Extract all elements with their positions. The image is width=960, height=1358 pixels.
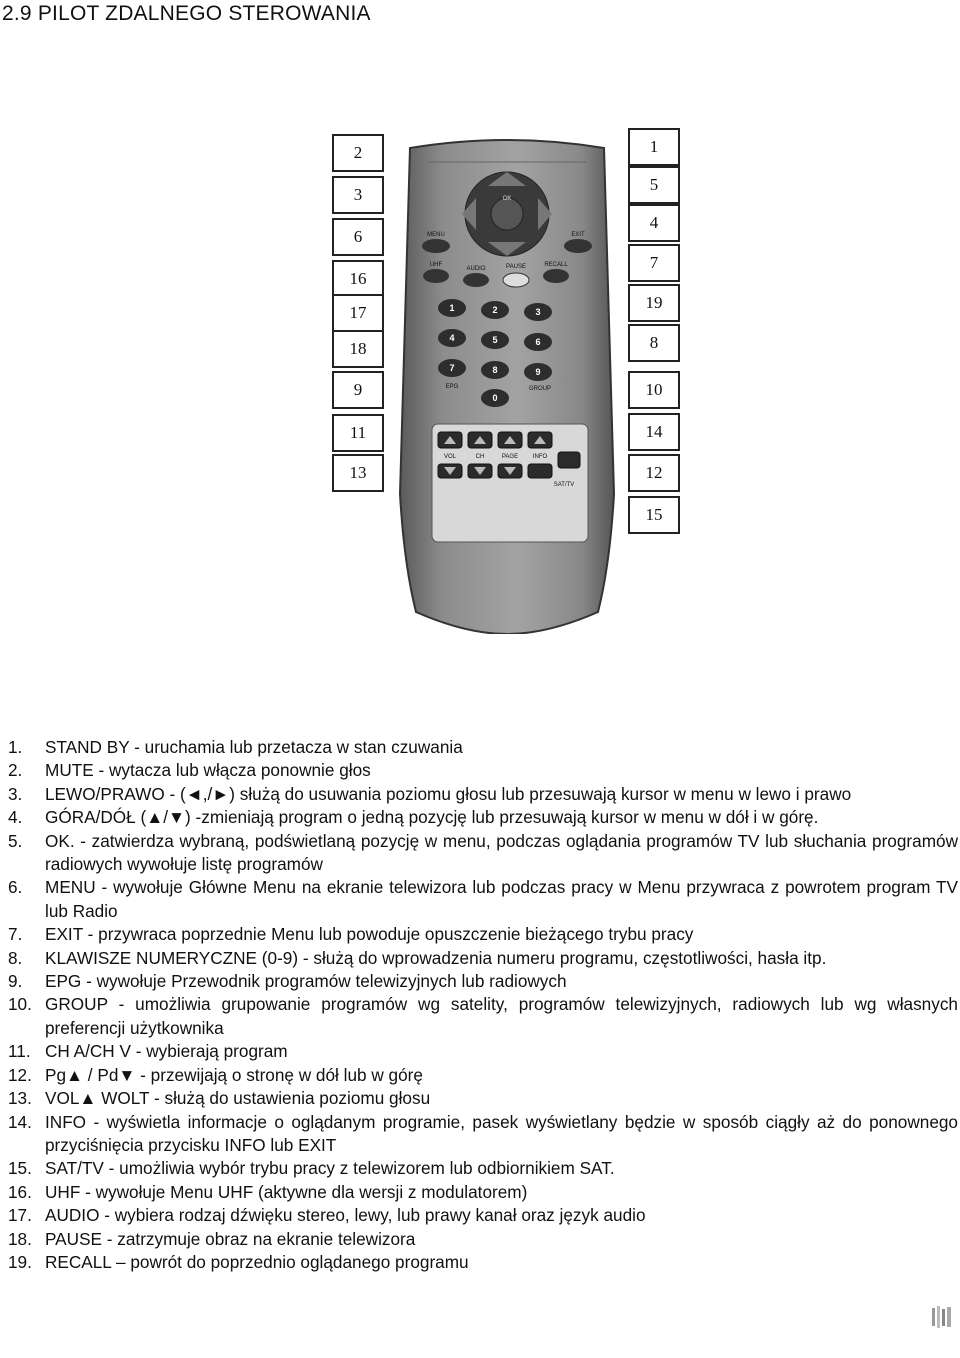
- ch-label: CH: [475, 454, 485, 460]
- list-item: 18. PAUSE - zatrzymuje obraz na ekranie telewizora: [8, 1228, 416, 1249]
- remote-control-image: [388, 134, 626, 634]
- digit-4: 4: [449, 333, 455, 343]
- recall-label: RECALL: [544, 262, 568, 268]
- pause-label: PAUSE: [506, 264, 526, 270]
- page-corner-mark: [930, 1306, 954, 1328]
- digit-3: 3: [535, 307, 541, 317]
- callout-label: 8: [628, 324, 680, 362]
- digit-7: 7: [449, 363, 455, 373]
- audio-label: AUDIO: [466, 266, 486, 272]
- callout-label: 1: [628, 128, 680, 166]
- list-item: 12. Pg▲ / Pd▼ - przewijają o stronę w dół lub w górę: [8, 1064, 423, 1085]
- list-item: 10. GROUP - umożliwia grupowanie programów wg satelity, programów telewizyjnych, radiowych lub wg własnych preferencji użytkownika: [8, 994, 958, 1038]
- digit-9: 9: [535, 367, 541, 377]
- digit-5: 5: [492, 335, 498, 345]
- info-label: INFO: [532, 454, 548, 460]
- list-item: 17. AUDIO - wybiera rodzaj dźwięku stereo, lewy, lub prawy kanał oraz język audio: [8, 1205, 646, 1226]
- callout-label: 4: [628, 204, 680, 242]
- callout-label: 12: [628, 454, 680, 492]
- callout-label: 5: [628, 166, 680, 204]
- callout-label: 13: [332, 454, 384, 492]
- exit-label: EXIT: [571, 232, 585, 238]
- digit-2: 2: [492, 305, 498, 315]
- page-label: PAGE: [501, 454, 519, 460]
- callout-label: 7: [628, 244, 680, 282]
- digit-1: 1: [449, 303, 455, 313]
- callout-label: 16: [332, 260, 384, 298]
- callout-label: 3: [332, 176, 384, 214]
- digit-8: 8: [492, 365, 498, 375]
- group-label: GROUP: [528, 386, 552, 392]
- list-item: 7. EXIT - przywraca poprzednie Menu lub powoduje opuszczenie bieżącego trybu pracy: [8, 924, 694, 945]
- list-item: 5. OK. - zatwierdza wybraną, podświetlaną pozycję w menu, podczas oglądania programów TV lub słuchania programów radiowych wywołuje listę programów: [8, 830, 958, 875]
- callout-label: 9: [332, 371, 384, 409]
- page-title: 2.9 PILOT ZDALNEGO STEROWANIA: [2, 2, 371, 25]
- callout-label: 19: [628, 284, 680, 322]
- callout-label: 10: [628, 371, 680, 409]
- list-item: 11. CH A/CH V - wybierają program: [8, 1041, 288, 1062]
- callout-label: 15: [628, 496, 680, 534]
- callout-label: 17: [332, 294, 384, 332]
- vol-label: VOL: [443, 454, 457, 460]
- uhf-label: UHF: [429, 262, 443, 268]
- sattv-label: SAT/TV: [553, 482, 575, 488]
- callout-label: 11: [332, 414, 384, 452]
- list-item: 9. EPG - wywołuje Przewodnik programów telewizyjnych lub radiowych: [8, 971, 567, 992]
- list-item: 16. UHF - wywołuje Menu UHF (aktywne dla wersji z modulatorem): [8, 1181, 528, 1202]
- list-item: 19. RECALL – powrót do poprzednio oglądanego programu: [8, 1251, 469, 1272]
- list-item: 6. MENU - wywołuje Główne Menu na ekranie telewizora lub podczas pracy w Menu przywraca z powrotem program TV lub Radio: [8, 877, 958, 921]
- callout-label: 14: [628, 413, 680, 451]
- list-item: 13. VOL▲ WOLT - służą do ustawienia poziomu głosu: [8, 1088, 431, 1109]
- list-item: 1. STAND BY - uruchamia lub przetacza w stan czuwania: [8, 737, 463, 757]
- digit-0: 0: [492, 393, 498, 403]
- epg-label: EPG: [445, 384, 459, 390]
- list-item: 15. SAT/TV - umożliwia wybór trybu pracy z telewizorem lub odbiornikiem SAT.: [8, 1158, 615, 1179]
- list-item: 14. INFO - wyświetla informacje o oglądanym programie, pasek wyświetlany będzie w sposób ciągły aż do ponownego przyciśnięcia przycisku INFO lub EXIT: [8, 1111, 958, 1155]
- list-item: 3. LEWO/PRAWO - (◄,/►) służą do usuwania poziomu głosu lub przesuwają kursor w menu w lewo i prawo: [8, 783, 852, 804]
- list-item: 4. GÓRA/DÓŁ (▲/▼) -zmieniają program o jedną pozycję lub przesuwają kursor w menu w dół i w górę.: [8, 807, 819, 828]
- ok-label: OK: [502, 196, 512, 202]
- menu-label: MENU: [427, 232, 445, 238]
- callout-label: 18: [332, 330, 384, 368]
- key-description-list: [8, 736, 958, 1274]
- list-item: 8. KLAWISZE NUMERYCZNE (0-9) - służą do wprowadzenia numeru programu, częstotliwości, hasła itp.: [8, 947, 827, 968]
- digit-6: 6: [535, 337, 541, 347]
- callout-label: 6: [332, 218, 384, 256]
- remote-figure: [330, 126, 688, 636]
- list-item: 2. MUTE - wytacza lub włącza ponownie głos: [8, 760, 371, 781]
- callout-label: 2: [332, 134, 384, 172]
